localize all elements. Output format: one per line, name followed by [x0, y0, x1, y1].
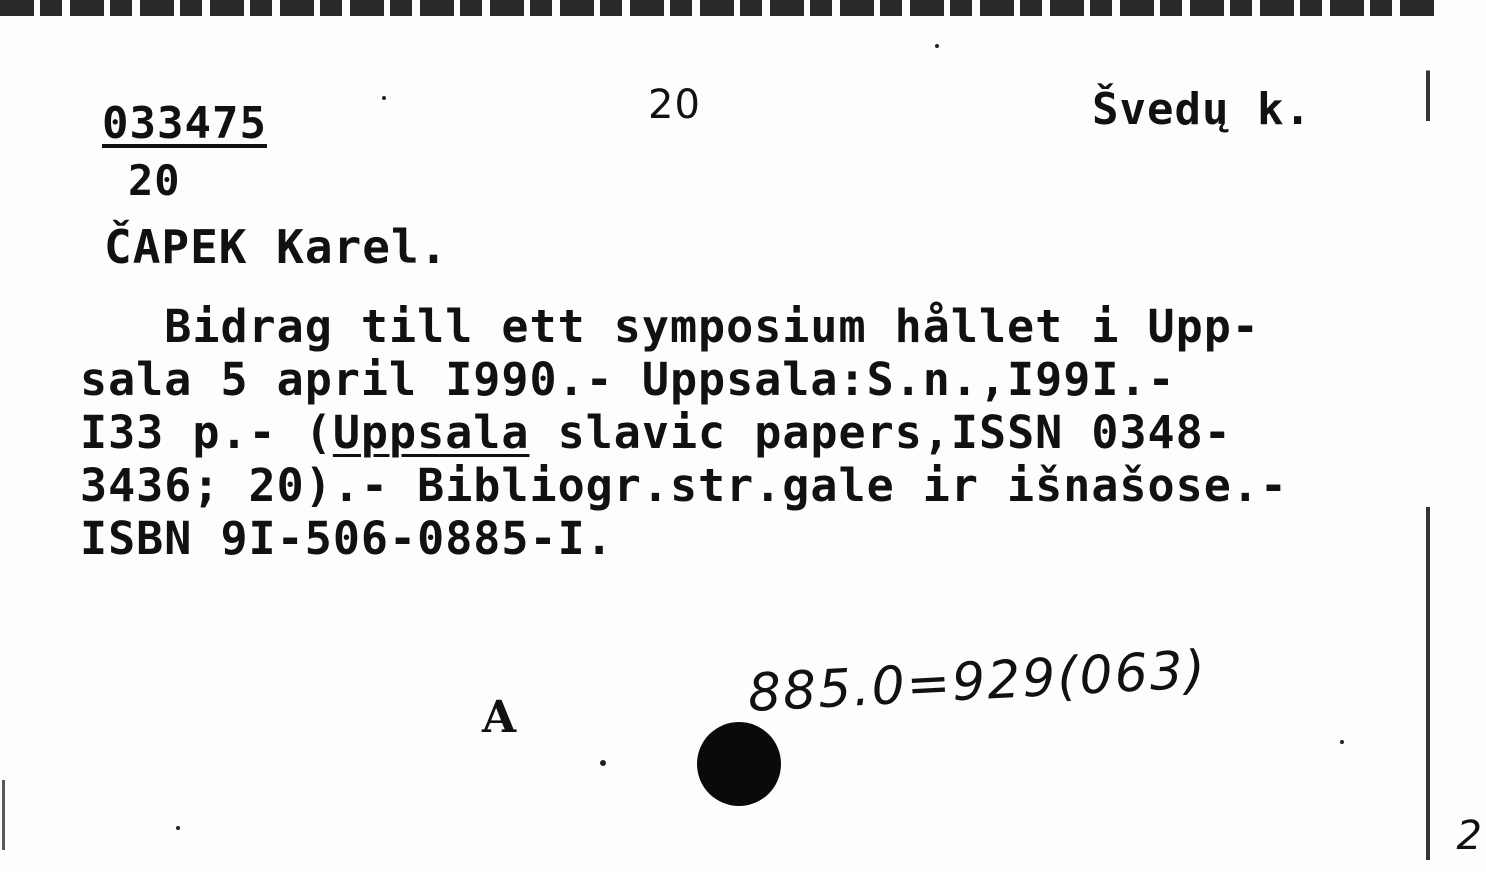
call-number: 033475	[102, 98, 267, 149]
ink-speck	[1340, 740, 1344, 744]
mark-letter: A	[482, 692, 518, 743]
ink-speck	[176, 826, 180, 830]
ink-speck	[935, 44, 939, 48]
description-line-3-after: slavic papers,ISSN 0348-	[529, 406, 1232, 459]
author-heading: ČAPEK Karel.	[104, 220, 449, 274]
ink-speck	[600, 760, 606, 766]
classification-code: 885.0=929(063)	[746, 639, 1209, 724]
description-line-4: 3436; 20).- Bibliogr.str.gale ir išnašose.-	[80, 459, 1288, 512]
description-line-2: sala 5 april I990.- Uppsala:S.n.,I99I.-	[80, 353, 1176, 406]
page-number: 20	[648, 82, 701, 128]
card-left-edge	[2, 780, 5, 850]
card-top-edge	[0, 0, 1440, 16]
ink-speck	[382, 96, 386, 100]
description-line-1: Bidrag till ett symposium hållet i Upp-	[80, 300, 1260, 353]
language-note: Švedų k.	[1092, 84, 1312, 135]
bibliographic-description	[80, 300, 1288, 565]
series-title: Uppsala	[332, 406, 530, 459]
isbn-line: ISBN 9I-506-0885-I.	[80, 512, 614, 565]
card-right-edge	[1426, 20, 1430, 860]
description-line-3-before: I33 p.- (	[80, 406, 333, 459]
punch-hole	[697, 722, 781, 806]
corner-mark: 2	[1456, 813, 1482, 859]
call-number-sub: 20	[128, 156, 181, 205]
